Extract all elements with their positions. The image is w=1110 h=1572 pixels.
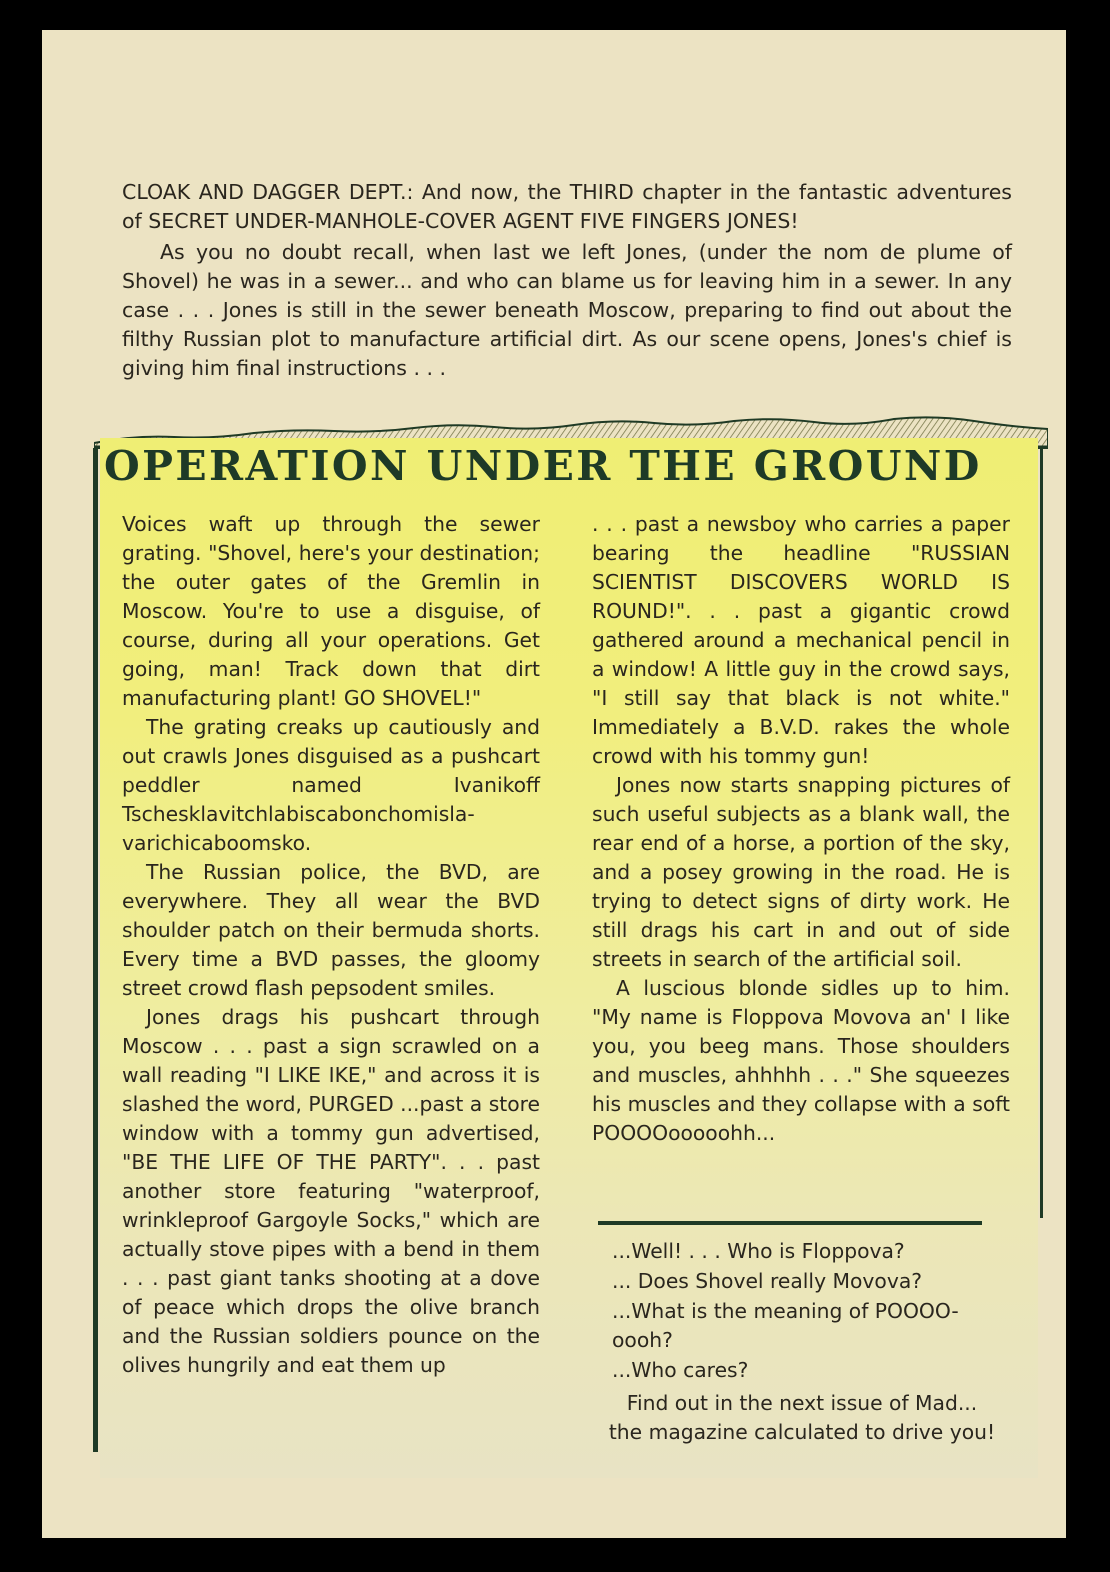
intro-paragraph-2: As you no doubt recall, when last we left Jones, (under the nom de plume of Shovel) he was in a sewer... and who can blame us for leaving him in a sewer. In any case . . . Jones is still in the sewer beneath Moscow, preparing to find out about the filthy Russian plot to manufacture artificial dirt. As our scene opens, Jones's chief is giving him final instructions . . . <box>122 240 1012 380</box>
epilogue-question-3: ...What is the meaning of POOOO-oooh? <box>612 1299 959 1352</box>
right-paragraph-1: . . . past a newsboy who carries a paper bearing the headline "RUSSIAN SCIENTIST DISCOVERS WORLD IS ROUND!". . . past a gigantic crowd gathered around a mechanical pencil in a window! A little guy in the crowd says, "I still say that black is not white." Immediately a B.V.D. rakes the whole crowd with his tommy gun! <box>592 512 1010 768</box>
epilogue <box>592 1237 1012 1447</box>
intro-paragraph-1: CLOAK AND DAGGER DEPT.: And now, the THIRD chapter in the fantastic adventures of SECRET UNDER-MANHOLE-COVER AGENT FIVE FINGERS JONES! <box>122 180 1012 233</box>
magazine-page <box>42 30 1066 1538</box>
closing-line-2: the magazine calculated to drive you! <box>608 1420 996 1444</box>
right-paragraph-2: Jones now starts snapping pictures of such useful subjects as a blank wall, the rear end of a horse, a portion of the sky, and a posey growing in the road. He is trying to detect signs of dirty work. He still drags his cart in and out of side streets in search of the artificial soil. <box>592 773 1010 971</box>
right-column <box>592 510 1010 1148</box>
left-paragraph-3: The Russian police, the BVD, are everywhere. They all wear the BVD shoulder patch on their bermuda shorts. Every time a BVD passes, the gloomy street crowd flash pepsodent smiles. <box>122 860 540 1000</box>
epilogue-question-1: ...Well! . . . Who is Floppova? <box>612 1239 905 1263</box>
panel-border-right <box>1040 448 1043 1218</box>
left-paragraph-2: The grating creaks up cautiously and out crawls Jones disguised as a pushcart peddler named Ivanikoff Tschesklavitchlabiscabonchomislavarichicaboomsko. <box>122 715 540 855</box>
epilogue-question-4: ...Who cares? <box>612 1358 749 1382</box>
panel-border-left <box>93 448 98 1452</box>
left-paragraph-1: Voices waft up through the sewer grating. "Shovel, here's your destination; the outer gates of the Gremlin in Moscow. You're to use a disguise, of course, during all your operations. Get going, man! Track down that dirt manufacturing plant! GO SHOVEL!" <box>122 512 540 710</box>
epilogue-question-2: ... Does Shovel really Movova? <box>612 1269 923 1293</box>
right-paragraph-3: A luscious blonde sidles up to him. "My name is Floppova Movova an' I like you, you beeg mans. Those shoulders and muscles, ahhhhh . . ." She squeezes his muscles and they collapse with a soft POOOOooooohh... <box>592 976 1010 1145</box>
intro-text <box>122 178 1012 383</box>
closing-line-1: Find out in the next issue of Mad... <box>626 1391 978 1415</box>
story-headline: OPERATION UNDER THE GROUND <box>104 442 982 490</box>
left-column <box>122 510 540 1380</box>
left-paragraph-4: Jones drags his pushcart through Moscow . . . past a sign scrawled on a wall reading "I LIKE IKE," and across it is slashed the word, PURGED ...past a store window with a tommy gun advertised, "BE THE LIFE OF THE PARTY". . . past another store featuring "waterproof, wrinkleproof Gargoyle Socks," which are actually stove pipes with a bend in them . . . past giant tanks shooting at a dove of peace which drops the olive branch and the Russian soldiers pounce on the olives hungrily and eat them up <box>122 1005 540 1377</box>
epilogue-divider <box>598 1221 982 1225</box>
